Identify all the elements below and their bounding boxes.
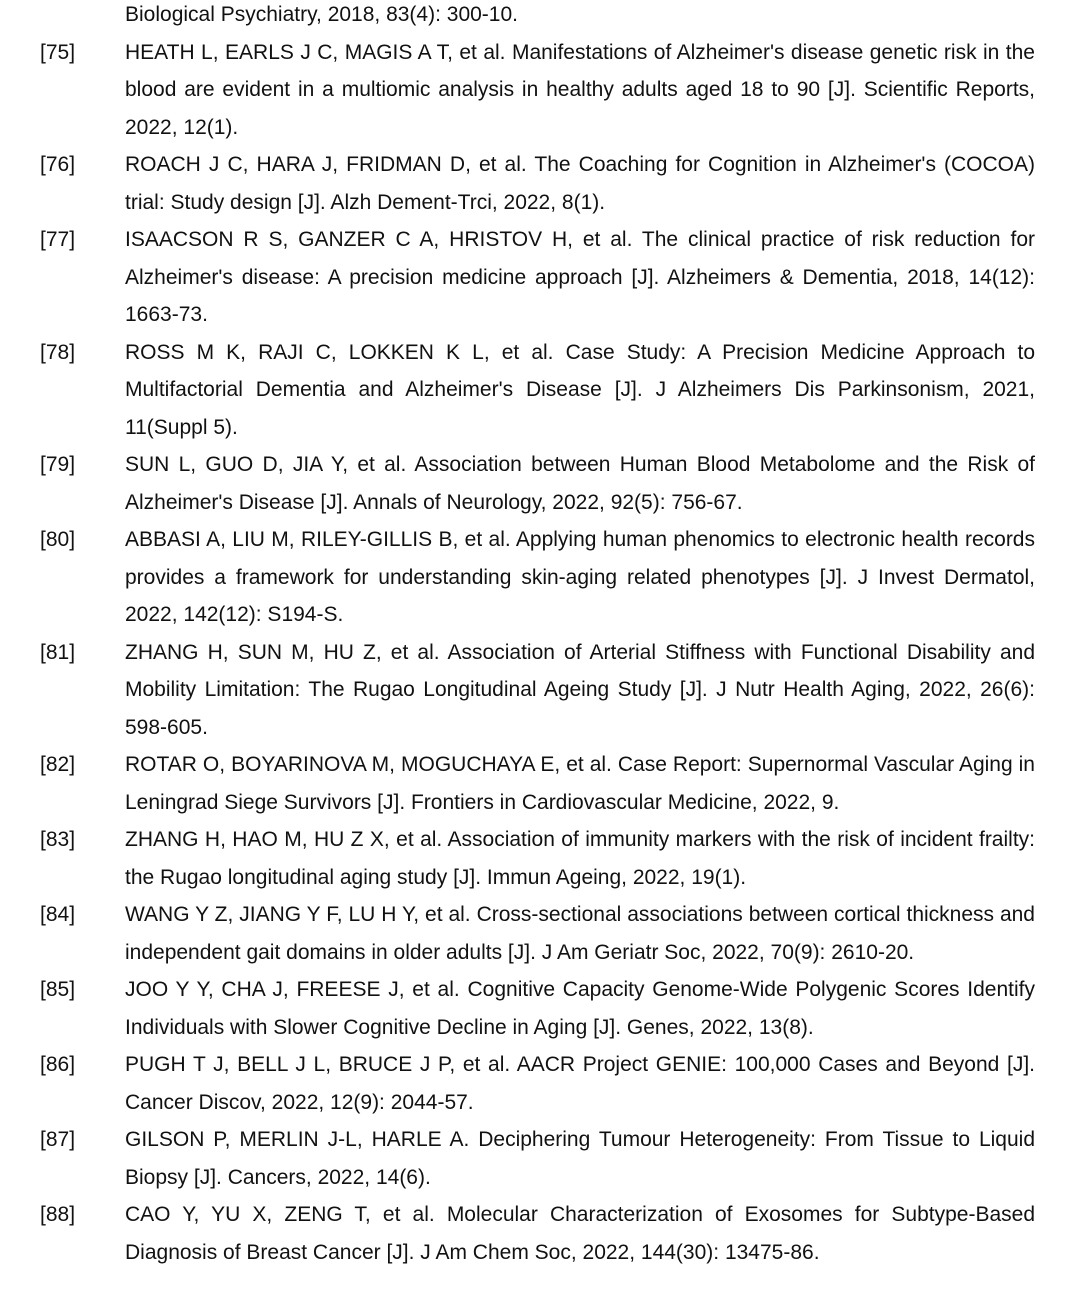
- reference-entry-84: [0, 896, 1072, 971]
- reference-entry-82: [0, 746, 1072, 821]
- reference-text: WANG Y Z, JIANG Y F, LU H Y, et al. Cross-sectional associations between cortical thickness and independent gait domains in older adults [J]. J Am Geriatr Soc, 2022, 70(9): 2610-20.: [125, 903, 1035, 964]
- reference-number: [88]: [40, 1203, 76, 1226]
- reference-text: Biological Psychiatry, 2018, 83(4): 300-10.: [125, 3, 518, 26]
- reference-text: ROACH J C, HARA J, FRIDMAN D, et al. The Coaching for Cognition in Alzheimer's (COCOA) trial: Study design [J]. Alzh Dement-Trci, 2022, 8(1).: [125, 153, 1035, 214]
- reference-entry-76: [0, 146, 1072, 221]
- reference-text: ROTAR O, BOYARINOVA M, MOGUCHAYA E, et al. Case Report: Supernormal Vascular Aging in Leningrad Siege Survivors [J]. Frontiers in Cardiovascular Medicine, 2022, 9.: [125, 753, 1035, 814]
- reference-number: [79]: [40, 453, 76, 476]
- reference-entry-77: [0, 221, 1072, 334]
- reference-number: [86]: [40, 1053, 76, 1076]
- reference-entry-75: [0, 34, 1072, 147]
- reference-number: [76]: [40, 153, 76, 176]
- reference-text: ZHANG H, SUN M, HU Z, et al. Association of Arterial Stiffness with Functional Disability and Mobility Limitation: The Rugao Longitudinal Ageing Study [J]. J Nutr Health Aging, 2022, 26(6): 598-605.: [125, 640, 1035, 739]
- reference-number: [85]: [40, 978, 76, 1001]
- reference-entry-88: [0, 1196, 1072, 1271]
- reference-text: PUGH T J, BELL J L, BRUCE J P, et al. AACR Project GENIE: 100,000 Cases and Beyond [J]. Cancer Discov, 2022, 12(9): 2044-57.: [125, 1053, 1035, 1114]
- reference-entry-79: [0, 446, 1072, 521]
- reference-text: HEATH L, EARLS J C, MAGIS A T, et al. Manifestations of Alzheimer's disease genetic risk in the blood are evident in a multiomic analysis in healthy adults aged 18 to 90 [J]. Scientific Reports, 2022, 12(1).: [125, 40, 1035, 139]
- reference-entry-81: [0, 634, 1072, 747]
- reference-number: [84]: [40, 903, 76, 926]
- reference-number: [78]: [40, 340, 76, 364]
- reference-number: [80]: [40, 528, 76, 551]
- reference-text: CAO Y, YU X, ZENG T, et al. Molecular Characterization of Exosomes for Subtype-Based Diagnosis of Breast Cancer [J]. J Am Chem Soc, 2022, 144(30): 13475-86.: [125, 1203, 1035, 1264]
- reference-number: [77]: [40, 228, 76, 251]
- reference-entry-87: [0, 1121, 1072, 1196]
- reference-entry-83: [0, 821, 1072, 896]
- reference-text: ZHANG H, HAO M, HU Z X, et al. Association of immunity markers with the risk of incident frailty: the Rugao longitudinal aging study [J]. Immun Ageing, 2022, 19(1).: [125, 828, 1035, 889]
- reference-entry-continued: [0, 0, 1072, 34]
- reference-entry-85: [0, 971, 1072, 1046]
- reference-text: ABBASI A, LIU M, RILEY-GILLIS B, et al. Applying human phenomics to electronic health records provides a framework for understanding skin-aging related phenotypes [J]. J Invest Dermatol, 2022, 142(12): S194-S.: [125, 528, 1035, 626]
- reference-number: [75]: [40, 40, 76, 64]
- reference-number: [83]: [40, 828, 76, 851]
- reference-text: ISAACSON R S, GANZER C A, HRISTOV H, et al. The clinical practice of risk reduction for Alzheimer's disease: A precision medicine approach [J]. Alzheimers & Dementia, 2018, 14(12): 1663-73.: [125, 228, 1035, 326]
- reference-text: JOO Y Y, CHA J, FREESE J, et al. Cognitive Capacity Genome-Wide Polygenic Scores Identify Individuals with Slower Cognitive Decline in Aging [J]. Genes, 2022, 13(8).: [125, 978, 1035, 1039]
- reference-entry-80: [0, 521, 1072, 634]
- reference-entry-86: [0, 1046, 1072, 1121]
- reference-text: SUN L, GUO D, JIA Y, et al. Association between Human Blood Metabolome and the Risk of Alzheimer's Disease [J]. Annals of Neurology, 2022, 92(5): 756-67.: [125, 453, 1035, 514]
- reference-entry-78: [0, 334, 1072, 447]
- reference-text: ROSS M K, RAJI C, LOKKEN K L, et al. Case Study: A Precision Medicine Approach to Multifactorial Dementia and Alzheimer's Disease [J]. J Alzheimers Dis Parkinsonism, 2021, 11(Suppl 5).: [125, 340, 1035, 439]
- reference-number: [81]: [40, 640, 76, 664]
- reference-number: [87]: [40, 1128, 76, 1151]
- reference-number: [82]: [40, 753, 76, 776]
- reference-text: GILSON P, MERLIN J-L, HARLE A. Deciphering Tumour Heterogeneity: From Tissue to Liquid Biopsy [J]. Cancers, 2022, 14(6).: [125, 1128, 1035, 1189]
